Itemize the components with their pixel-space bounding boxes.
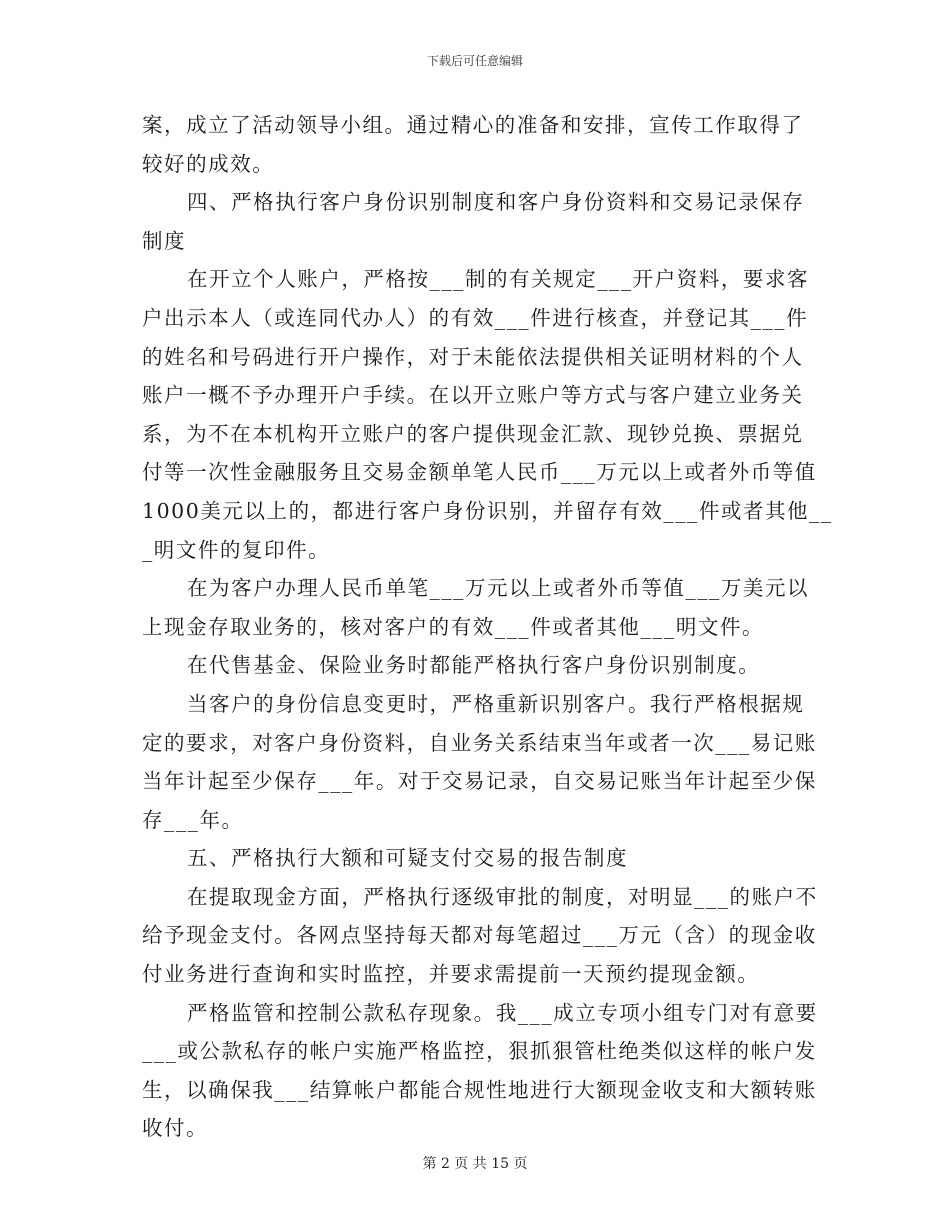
body-text-line: 户出示本人（或连同代办人）的有效___件进行核查，并登记其___件 — [142, 305, 809, 330]
body-text-line: 案，成立了活动领导小组。通过精心的准备和安排，宣传工作取得了 — [142, 113, 804, 137]
body-text-line: 较好的成效。 — [142, 151, 275, 176]
body-text-line: 上现金存取业务的，核对客户的有效___件或者其他___明文件。 — [142, 614, 765, 639]
body-text-line: 制度 — [142, 228, 187, 253]
body-text-line: 系，为不在本机构开立账户的客户提供现金汇款、现钞兑换、票据兑 — [142, 421, 804, 446]
body-text-line: 给予现金支付。各网点坚持每天都对每笔超过___万元（含）的现金收 — [142, 923, 817, 948]
page-footer: 第 2 页 共 15 页 — [422, 1156, 528, 1172]
body-text-line: 在提取现金方面，严格执行逐级审批的制度，对明显___的账户不 — [187, 884, 818, 909]
body-text-line: 付业务进行查询和实时监控，并要求需提前一天预约提现金额。 — [142, 962, 760, 987]
body-text-line: 四、严格执行客户身份识别制度和客户身份资料和交易记录保存 — [187, 190, 805, 215]
body-text-line: 在为客户办理人民币单笔___万元以上或者外币等值___万美元以 — [187, 576, 810, 601]
body-text-line: 收付。 — [142, 1116, 209, 1141]
body-text-line: 生，以确保我___结算帐户都能合规性地进行大额现金收支和大额转账 — [142, 1077, 817, 1102]
page-header: 下载后可任意编辑 — [426, 54, 523, 68]
body-text-line: 的姓名和号码进行开户操作，对于未能依法提供相关证明材料的个人 — [142, 344, 804, 369]
body-text-line: 在代售基金、保险业务时都能严格执行客户身份识别制度。 — [187, 653, 761, 678]
body-text-line: 五、严格执行大额和可疑支付交易的报告制度 — [187, 846, 628, 871]
body-text-line: _明文件的复印件。 — [142, 537, 331, 562]
body-text-line: 在开立个人账户，严格按___制的有关规定___开户资料，要求客 — [187, 267, 810, 292]
body-text-line: 付等一次性金融服务且交易金额单笔人民币___万元以上或者外币等值 — [142, 460, 817, 485]
body-text-line: 定的要求，对客户身份资料，自业务关系结束当年或者一次___易记账 — [142, 730, 817, 755]
document-body — [142, 106, 833, 1148]
body-text-line: 当客户的身份信息变更时，严格重新识别客户。我行严格根据规 — [187, 691, 805, 716]
body-text-line: 严格监管和控制公款私存现象。我___成立专项小组专门对有意要 — [187, 1000, 818, 1025]
body-text-line: ___或公款私存的帐户实施严格监控，狠抓狠管杜绝类似这样的帐户发 — [142, 1039, 817, 1064]
body-text-line: 存___年。 — [142, 807, 244, 832]
body-text-line: 当年计起至少保存___年。对于交易记录，自交易记账当年计起至少保 — [142, 769, 817, 794]
body-text-line: 1000美元以上的，都进行客户身份识别，并留存有效___件或者其他__ — [142, 498, 833, 523]
body-text-line: 账户一概不予办理开户手续。在以开立账户等方式与客户建立业务关 — [142, 383, 804, 408]
